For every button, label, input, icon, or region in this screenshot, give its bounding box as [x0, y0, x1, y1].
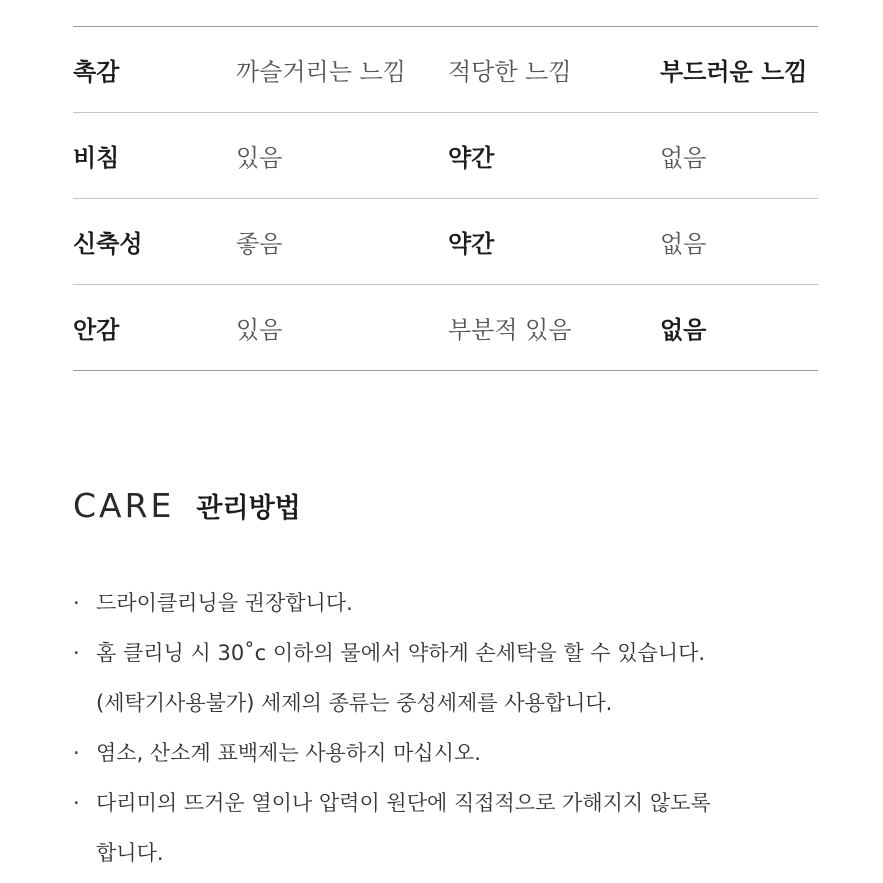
- care-heading: [73, 486, 301, 525]
- row-label: 촉감: [73, 58, 120, 86]
- table-row-stretch: [73, 199, 818, 285]
- care-instruction-text: 합니다.: [96, 841, 164, 865]
- option-cell: 까슬거리는 느낌: [236, 58, 406, 86]
- bullet-icon: ·: [73, 791, 80, 815]
- table-row-texture: [73, 27, 818, 113]
- option-cell: 약간: [448, 144, 495, 172]
- care-instructions-list: [73, 578, 818, 878]
- care-instruction-text: 홈 클리닝 시 30˚c 이하의 물에서 약하게 손세탁을 할 수 있습니다.: [96, 641, 706, 665]
- option-cell: 없음: [660, 144, 707, 172]
- option-cell: 있음: [236, 316, 283, 344]
- row-label: 비침: [73, 144, 120, 172]
- option-cell: 부분적 있음: [448, 316, 572, 344]
- care-instruction-text: 염소, 산소계 표백제는 사용하지 마십시오.: [96, 741, 481, 765]
- row-label: 신축성: [73, 230, 143, 258]
- bullet-icon: ·: [73, 641, 80, 665]
- option-cell: 약간: [448, 230, 495, 258]
- bullet-icon: ·: [73, 591, 80, 615]
- option-cell: 있음: [236, 144, 283, 172]
- list-item: [73, 578, 818, 628]
- table-row-sheerness: [73, 113, 818, 199]
- fabric-info-table: [73, 26, 818, 371]
- care-instruction-text: 다리미의 뜨거운 열이나 압력이 원단에 직접적으로 가해지지 않도록: [96, 791, 711, 815]
- option-cell: 좋음: [236, 230, 283, 258]
- list-item: [73, 778, 818, 878]
- bullet-icon: ·: [73, 741, 80, 765]
- list-item: [73, 628, 818, 728]
- list-item: [73, 728, 818, 778]
- row-label: 안감: [73, 316, 120, 344]
- care-title-en: CARE: [73, 486, 175, 525]
- care-title-ko: 관리방법: [196, 493, 301, 524]
- option-cell: 없음: [660, 230, 707, 258]
- care-instruction-text: 드라이클리닝을 권장합니다.: [96, 591, 353, 615]
- option-cell: 부드러운 느낌: [660, 58, 808, 86]
- option-cell: 적당한 느낌: [448, 58, 572, 86]
- table-row-lining: [73, 285, 818, 371]
- option-cell: 없음: [660, 316, 707, 344]
- care-instruction-text: (세탁기사용불가) 세제의 종류는 중성세제를 사용합니다.: [96, 691, 613, 715]
